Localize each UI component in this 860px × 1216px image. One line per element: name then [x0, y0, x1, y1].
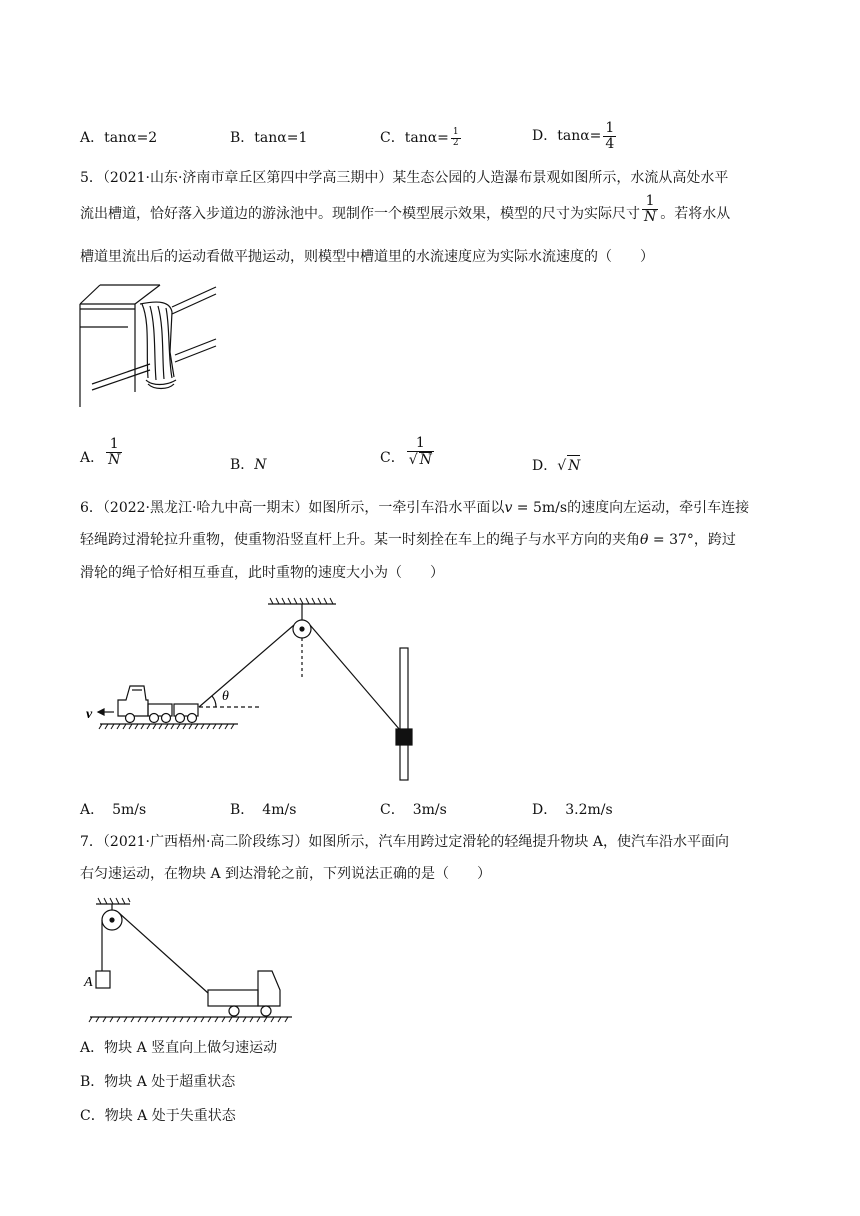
svg-text:A: A — [84, 975, 93, 990]
q7-option-a[interactable]: A．物块 A 竖直向上做匀速运动 — [80, 1040, 278, 1056]
q5-option-a[interactable]: A． $\frac{1}{N}$ — [80, 435, 121, 468]
q4-option-c[interactable]: C．tanα= $\frac{1}{2}$ — [380, 127, 459, 148]
q5-option-c[interactable]: C． $\frac{1}{√ N}$ — [380, 435, 432, 468]
q6-stem-line1: 6．（2022·黑龙江·哈九中高一期末）如图所示，一牵引车沿水平面以v = 5m/s的速度向左运动，牵引车连接 — [80, 500, 750, 516]
svg-text:v: v — [86, 707, 93, 722]
fraction: $\frac{1}{√ N}$ — [408, 435, 432, 468]
fraction: $\frac{1}{N}$ — [644, 193, 657, 225]
q7-stem-line2: 右匀速运动，在物块 A 到达滑轮之前，下列说法正确的是（ ） — [80, 866, 492, 882]
q5-stem-line2: 流出槽道，恰好落入步道边的游泳池中。现制作一个模型展示效果，模型的尺寸为实际尺寸 $\frac{1}{N}$ 。若将水从 — [80, 193, 731, 225]
tractor-pulley-figure — [86, 598, 426, 783]
q4-option-a[interactable]: A．tanα=2 — [80, 130, 158, 146]
q6-option-c[interactable]: C． 3m/s — [380, 802, 447, 818]
q6-option-b[interactable]: B． 4m/s — [230, 802, 297, 818]
q6-option-d[interactable]: D． 3.2m/s — [532, 802, 613, 818]
truck-pulley-figure — [82, 896, 297, 1026]
q5-option-d[interactable]: D．√ N — [532, 455, 580, 476]
svg-text:θ: θ — [222, 689, 229, 704]
q7-option-c[interactable]: C．物块 A 处于失重状态 — [80, 1108, 236, 1124]
q4-option-b[interactable]: B．tanα=1 — [230, 130, 308, 146]
q6-stem-line2: 轻绳跨过滑轮拉升重物，使重物沿竖直杆上升。某一时刻拴在车上的绳子与水平方向的夹角θ = 37°，跨过 — [80, 532, 736, 548]
q5-stem-line3: 槽道里流出后的运动看做平抛运动，则模型中槽道里的水流速度应为实际水流速度的（ ） — [80, 249, 654, 265]
waterfall-figure — [80, 282, 220, 407]
q6-stem-line3: 滑轮的绳子恰好相互垂直，此时重物的速度大小为（ ） — [80, 565, 444, 581]
q4-option-d[interactable]: D．tanα= $\frac{1}{4}$ — [532, 120, 615, 152]
fraction: $\frac{1}{N}$ — [108, 435, 121, 468]
q7-option-b[interactable]: B．物块 A 处于超重状态 — [80, 1074, 236, 1090]
fraction: $\frac{1}{2}$ — [452, 127, 459, 148]
q6-option-a[interactable]: A． 5m/s — [80, 802, 147, 818]
fraction: $\frac{1}{4}$ — [605, 120, 615, 152]
q5-stem-line1: 5．（2021·山东·济南市章丘区第四中学高三期中）某生态公园的人造瀑布景观如图所示，水流从高处水平 — [80, 170, 729, 186]
q5-option-b[interactable]: B．N — [230, 457, 267, 473]
q7-stem-line1: 7．（2021·广西梧州·高二阶段练习）如图所示，汽车用跨过定滑轮的轻绳提升物块 A，使汽车沿水平面向 — [80, 834, 729, 850]
